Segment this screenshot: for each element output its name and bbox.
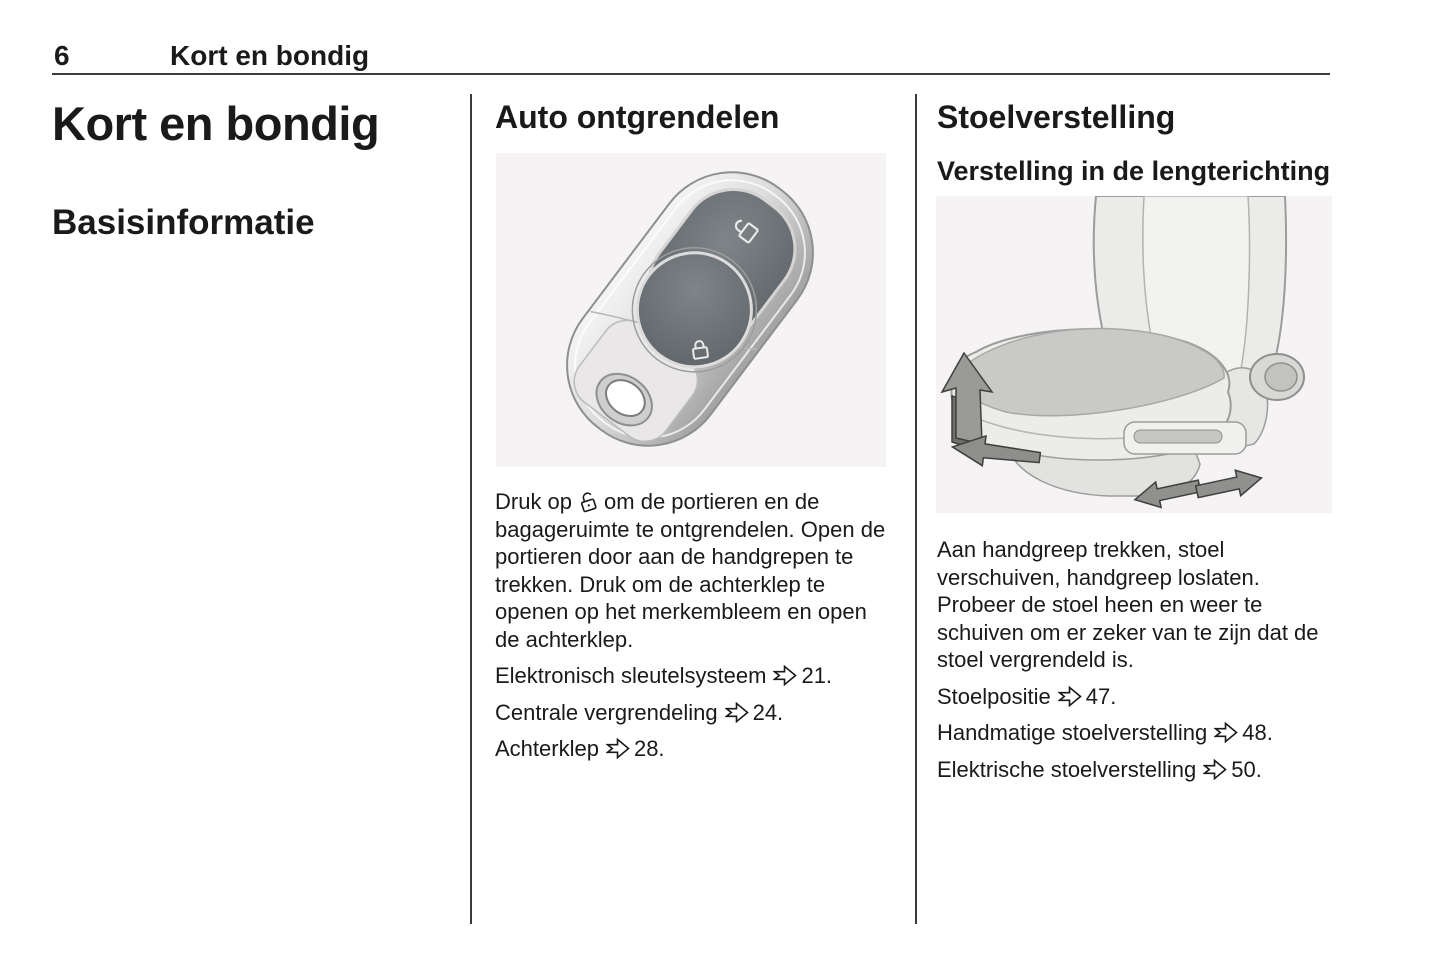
reference-label: Handmatige stoelverstelling	[937, 720, 1208, 745]
reference-label: Centrale vergrendeling	[495, 699, 718, 725]
reference-label: Elektrische stoelverstelling	[937, 756, 1197, 782]
reference-label: Stoelpositie	[937, 683, 1051, 709]
reference-page: 24.	[752, 699, 784, 725]
paragraph-unlock	[495, 488, 889, 653]
heading-auto-ontgrendelen: Auto ontgrendelen	[495, 99, 780, 135]
chapter-title: Kort en bondig	[52, 97, 380, 150]
page-reference-arrow-icon	[773, 665, 797, 686]
page-number: 6	[54, 40, 70, 71]
page-reference-arrow-icon	[1214, 722, 1238, 743]
reference-page: 21.	[801, 663, 833, 688]
column-divider-left	[470, 94, 472, 924]
paragraph-unlock-rest: om de portieren en de bagageruimte te ontgrendelen. Open de portieren door aan de handgrepen te trekken. Druk om de achterklep te openen op het merkembleem en open de achterklep.	[495, 489, 886, 652]
page-reference-arrow-icon	[606, 738, 630, 759]
page-reference	[495, 699, 889, 727]
section-title-basisinformatie: Basisinformatie	[52, 203, 315, 242]
page-reference-arrow-icon	[725, 702, 749, 723]
seat-adjust-instructions	[937, 536, 1339, 783]
reference-page: 28.	[633, 736, 665, 761]
reference-label: Achterklep	[495, 736, 599, 761]
subheading-lengterichting: Verstelling in de lengterichting	[937, 156, 1331, 186]
page-reference	[937, 756, 1339, 784]
header-rule	[52, 73, 1330, 75]
seat-drawing	[936, 196, 1332, 513]
reference-label: Elektronisch sleutelsysteem	[495, 663, 767, 688]
remote-key-drawing	[496, 153, 886, 467]
paragraph-unlock-start: Druk op	[495, 489, 573, 514]
unlock-icon	[578, 491, 599, 513]
seat-illustration	[936, 196, 1332, 513]
page-reference	[495, 662, 889, 690]
reference-page: 47.	[1085, 683, 1117, 709]
page-reference-arrow-icon	[1058, 686, 1082, 707]
running-header-title: Kort en bondig	[170, 40, 370, 71]
remote-key-illustration	[496, 153, 886, 467]
unlock-instructions	[495, 488, 889, 763]
page-reference	[937, 683, 1339, 711]
page-reference-arrow-icon	[1203, 759, 1227, 780]
heading-stoelverstelling: Stoelverstelling	[937, 99, 1176, 135]
column-divider-right	[915, 94, 917, 924]
slide-arrow-forward	[1194, 465, 1264, 504]
page-reference	[937, 719, 1339, 747]
paragraph-seat: Aan handgreep trekken, stoel verschuiven, handgreep loslaten. Probeer de stoel heen en weer te schuiven om er zeker van te zijn dat de stoel vergrendeld is.	[937, 537, 1319, 672]
page-reference	[495, 735, 889, 763]
reference-page: 48.	[1242, 720, 1273, 745]
reference-page: 50.	[1231, 756, 1262, 782]
